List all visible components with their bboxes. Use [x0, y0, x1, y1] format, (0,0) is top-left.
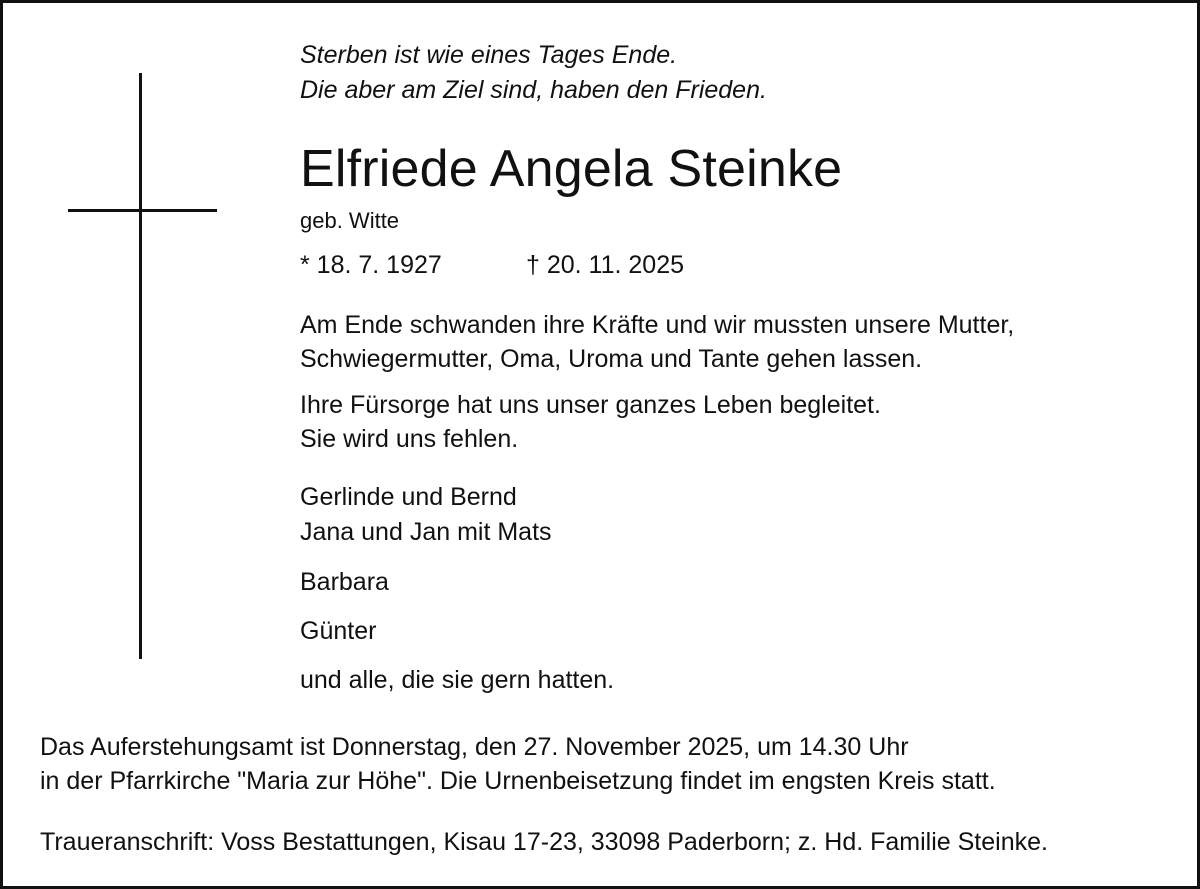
cross-icon-crossbar	[68, 209, 217, 212]
birth-date: * 18. 7. 1927	[300, 251, 442, 279]
motto-line-2: Die aber am Ziel sind, haben den Frieden.	[300, 76, 767, 104]
birth-name: geb. Witte	[300, 208, 400, 233]
death-date: † 20. 11. 2025	[526, 251, 685, 279]
service-line-2: in der Pfarrkirche "Maria zur Höhe". Die Urnenbeisetzung findet im engsten Kreis statt.	[40, 767, 996, 795]
cross-icon	[139, 73, 142, 659]
service-line-1: Das Auferstehungsamt ist Donnerstag, den 27. November 2025, um 14.30 Uhr	[40, 733, 909, 761]
deceased-name: Elfriede Angela Steinke	[300, 140, 843, 198]
mourner-2: Jana und Jan mit Mats	[300, 518, 552, 546]
mourner-1: Gerlinde und Bernd	[300, 483, 517, 511]
text-line-4: Sie wird uns fehlen.	[300, 425, 519, 453]
mourners-closing: und alle, die sie gern hatten.	[300, 666, 615, 694]
mourner-3: Barbara	[300, 568, 389, 596]
text-line-1: Am Ende schwanden ihre Kräfte und wir mussten unsere Mutter,	[300, 311, 1015, 339]
text-line-3: Ihre Fürsorge hat uns unser ganzes Leben begleitet.	[300, 391, 881, 419]
text-line-2: Schwiegermutter, Oma, Uroma und Tante gehen lassen.	[300, 345, 923, 373]
motto-line-1: Sterben ist wie eines Tages Ende.	[300, 41, 678, 69]
condolence-address: Traueranschrift: Voss Bestattungen, Kisau 17-23, 33098 Paderborn; z. Hd. Familie Steinke.	[40, 828, 1048, 856]
mourner-4: Günter	[300, 617, 377, 645]
